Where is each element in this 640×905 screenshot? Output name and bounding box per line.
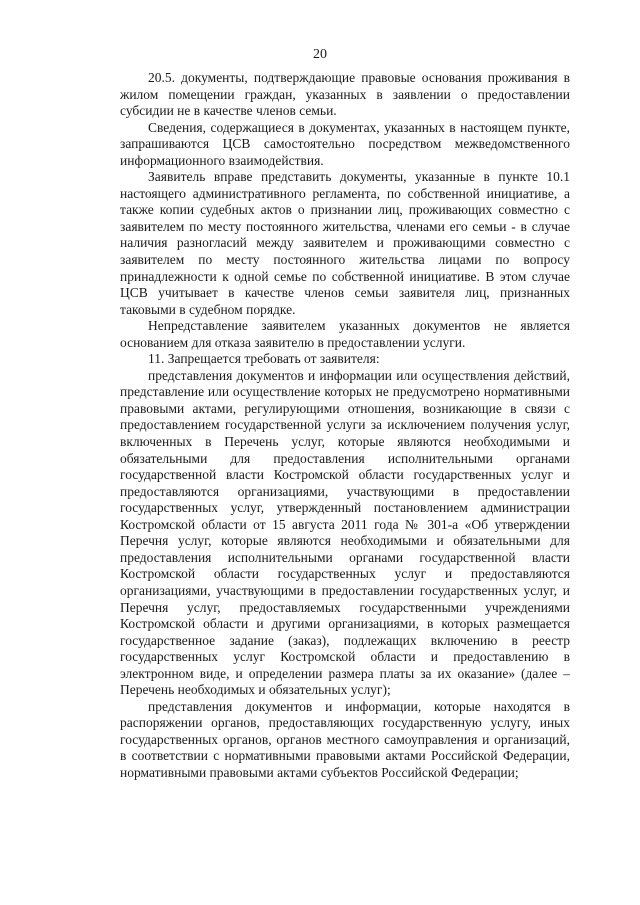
document-body bbox=[120, 70, 570, 782]
paragraph-11-heading: 11. Запрещается требовать от заявителя: bbox=[148, 351, 380, 367]
paragraph-applicant-right: Заявитель вправе представить документы, указанные в пункте 10.1 настоящего административного регламента, по собственной инициативе, а также копии судебных актов о признании лиц, проживающих совместно с заявителем по месту постоянного жительства, членами его семьи - в случае наличия разногласий между заявителем и проживающими совместно с заявителем по месту постоянного жительства лицами по вопросу принадлежности к одной семье по собственной инициативе. В этом случае ЦСВ учитывает в качестве членов семьи заявителя лиц, признанных таковыми в судебном порядке. bbox=[120, 169, 570, 317]
paragraph-information-request: Сведения, содержащиеся в документах, указанных в настоящем пункте, запрашиваются ЦСВ самостоятельно посредством межведомственного информационного взаимодействия. bbox=[120, 119, 570, 168]
page-number: 20 bbox=[313, 47, 327, 62]
paragraph-prohibition-2: представления документов и информации, которые находятся в распоряжении органов, предоставляющих государственную услугу, иных государственных органов, органов местного самоуправления и организаций, в соответствии с нормативными правовыми актами Российской Федерации, нормативными правовыми актами субъектов Российской Федерации; bbox=[120, 698, 570, 780]
paragraph-prohibition-1: представления документов и информации или осуществления действий, представление или осуществление которых не предусмотрено нормативными правовыми актами, регулирующими отношения, возникающие в связи с предоставлением государственной услуги за исключением получения услуг, включенных в Перечень услуг, которые являются необходимыми и обязательными для предоставления исполнительными органами государственной власти Костромской области государственных услуг и предоставляются организациями, участвующими в предоставлении государственных услуг, утвержденный постановлением администрации Костромской области от 15 августа 2011 года № 301-а «Об утверждении Перечня услуг, которые являются необходимыми и обязательными для предоставления исполнительными органами государственной власти Костромской области государственных услуг и предоставляются организациями, участвующими в предоставлении государственных услуг, и Перечня услуг, предоставляемых государственными учреждениями Костромской области и другими организациями, в которых размещается государственное задание (заказ), подлежащих включению в реестр государственных услуг Костромской области и предоставлению в электронном виде, и определении размера платы за их оказание» (далее – Перечень необходимых и обязательных услуг); bbox=[120, 367, 570, 698]
paragraph-20-5: 20.5. документы, подтверждающие правовые основания проживания в жилом помещении граждан, указанных в заявлении о предоставлении субсидии не в качестве членов семьи. bbox=[120, 70, 570, 119]
paragraph-non-submission: Непредставление заявителем указанных документов не является основанием для отказа заявителю в предоставлении услуги. bbox=[120, 318, 570, 350]
